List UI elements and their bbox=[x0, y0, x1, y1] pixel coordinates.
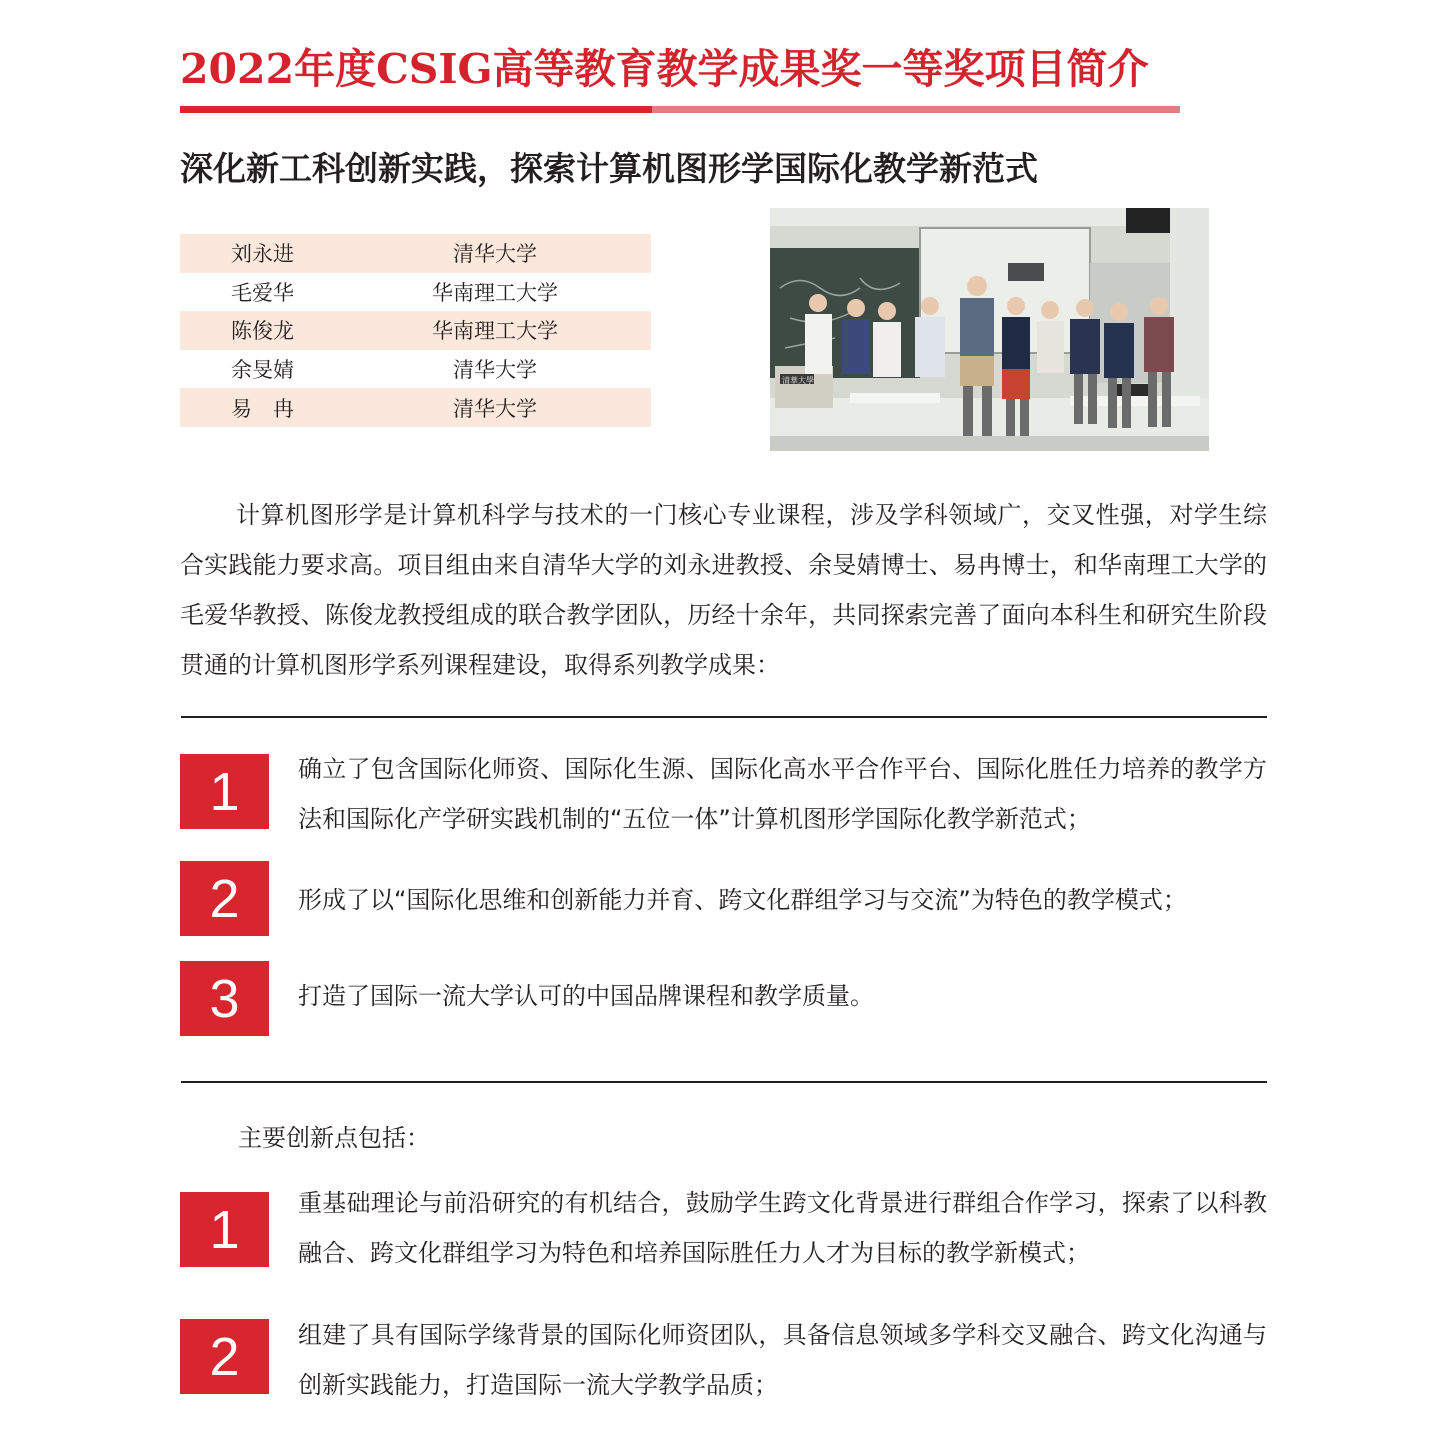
team-photo-illustration bbox=[770, 208, 1209, 451]
achievement-item: 确立了包含国际化师资、国际化生源、国际化高水平合作平台、国际化胜任力培养的教学方法和国际化产学研实践机制的“五位一体”计算机图形学国际化教学新范式； bbox=[298, 755, 1267, 833]
team-member-name: 毛爱华 bbox=[231, 280, 294, 305]
section-divider-top bbox=[181, 716, 1267, 718]
team-member-school: 清华大学 bbox=[453, 396, 537, 421]
team-member-school: 清华大学 bbox=[453, 242, 537, 267]
title-underline-light bbox=[652, 106, 1180, 113]
innovation-number-badge: 1 bbox=[180, 1192, 269, 1267]
page-title: 2022年度CSIG高等教育教学成果奖一等奖项目简介 bbox=[180, 45, 1149, 93]
team-row bbox=[180, 273, 651, 312]
team-table bbox=[180, 234, 651, 427]
team-photo bbox=[770, 208, 1209, 451]
achievement-number-badge: 1 bbox=[180, 754, 269, 829]
innovation-number-badge: 2 bbox=[180, 1319, 269, 1394]
innovation-item: 组建了具有国际学缘背景的国际化师资团队，具备信息领域多学科交叉融合、跨文化沟通与创新实践能力，打造国际一流大学教学品质； bbox=[298, 1321, 1267, 1399]
project-title: 深化新工科创新实践，探索计算机图形学国际化教学新范式 bbox=[180, 149, 1038, 188]
achievement-item: 形成了以“国际化思维和创新能力并育、跨文化群组学习与交流”为特色的教学模式； bbox=[298, 886, 1187, 914]
photo-sign-text: 清華大學 bbox=[782, 376, 814, 385]
team-member-school: 华南理工大学 bbox=[432, 280, 558, 305]
team-member-name: 陈俊龙 bbox=[231, 319, 294, 344]
section-divider-bottom bbox=[181, 1081, 1267, 1083]
team-row bbox=[180, 350, 651, 389]
team-row bbox=[180, 234, 651, 273]
team-member-school: 清华大学 bbox=[453, 358, 537, 383]
title-underline-dark bbox=[180, 106, 652, 113]
team-member-name: 刘永进 bbox=[231, 242, 294, 267]
achievement-item: 打造了国际一流大学认可的中国品牌课程和教学质量。 bbox=[298, 982, 874, 1010]
team-member-name: 易 冉 bbox=[231, 396, 294, 421]
achievement-number-badge: 3 bbox=[180, 961, 269, 1036]
team-member-school: 华南理工大学 bbox=[432, 319, 558, 344]
intro-paragraph: 计算机图形学是计算机科学与技术的一门核心专业课程，涉及学科领域广，交叉性强，对学生综合实践能力要求高。项目组由来自清华大学的刘永进教授、余旻婧博士、易冉博士，和华南理工大学的毛爱华教授、陈俊龙教授组成的联合教学团队，历经十余年，共同探索完善了面向本科生和研究生阶段贯通的计算机图形学系列课程建设，取得系列教学成果： bbox=[180, 501, 1267, 679]
team-member-name: 余旻婧 bbox=[231, 358, 294, 383]
team-row bbox=[180, 388, 651, 427]
innovations-label: 主要创新点包括： bbox=[238, 1124, 430, 1152]
team-row bbox=[180, 311, 651, 350]
innovation-item: 重基础理论与前沿研究的有机结合，鼓励学生跨文化背景进行群组合作学习，探索了以科教融合、跨文化群组学习为特色和培养国际胜任力人才为目标的教学新模式； bbox=[298, 1189, 1267, 1267]
achievement-number-badge: 2 bbox=[180, 861, 269, 936]
